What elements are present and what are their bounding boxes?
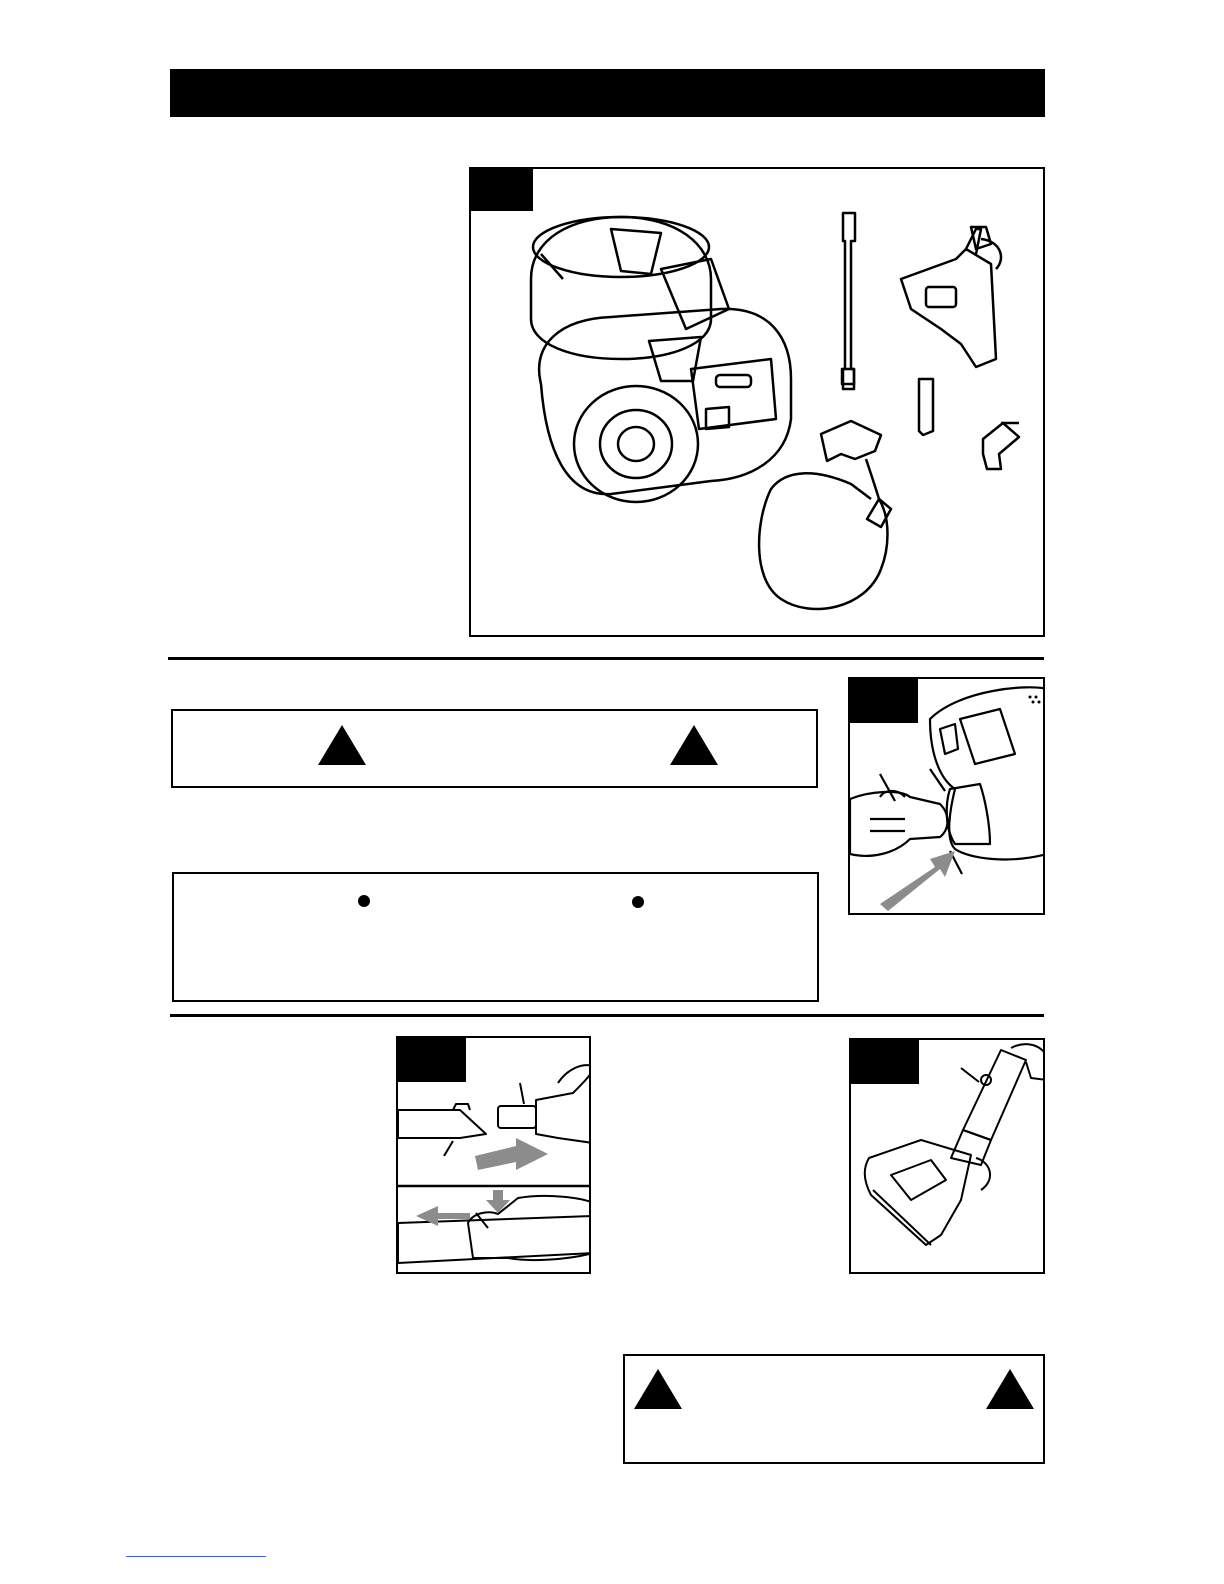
bullet-dot-icon	[632, 896, 644, 908]
notice-box	[172, 872, 819, 1002]
figure-1-tab	[471, 169, 533, 211]
warning-triangle-icon	[318, 725, 366, 765]
warning-triangle-icon	[986, 1369, 1034, 1409]
section-divider-1	[168, 657, 1044, 660]
figure-3-tab	[398, 1038, 466, 1082]
figure-3-wand-connection	[396, 1036, 591, 1274]
figure-4-power-nozzle	[849, 1038, 1045, 1274]
figure-2-hose-connection	[848, 677, 1045, 915]
figure-1-canister-accessories	[469, 167, 1045, 637]
canister-illustration	[471, 169, 1045, 637]
figure-2-tab	[850, 679, 918, 723]
warning-box-2	[623, 1354, 1045, 1464]
figure-4-tab	[851, 1040, 919, 1084]
bullet-dot-icon	[358, 895, 370, 907]
warning-box-1	[171, 709, 818, 788]
section-divider-2	[170, 1014, 1044, 1017]
warning-triangle-icon	[670, 725, 718, 765]
footer-link-underline[interactable]	[126, 1556, 266, 1557]
section-title-bar	[170, 69, 1045, 117]
warning-triangle-icon	[634, 1369, 682, 1409]
